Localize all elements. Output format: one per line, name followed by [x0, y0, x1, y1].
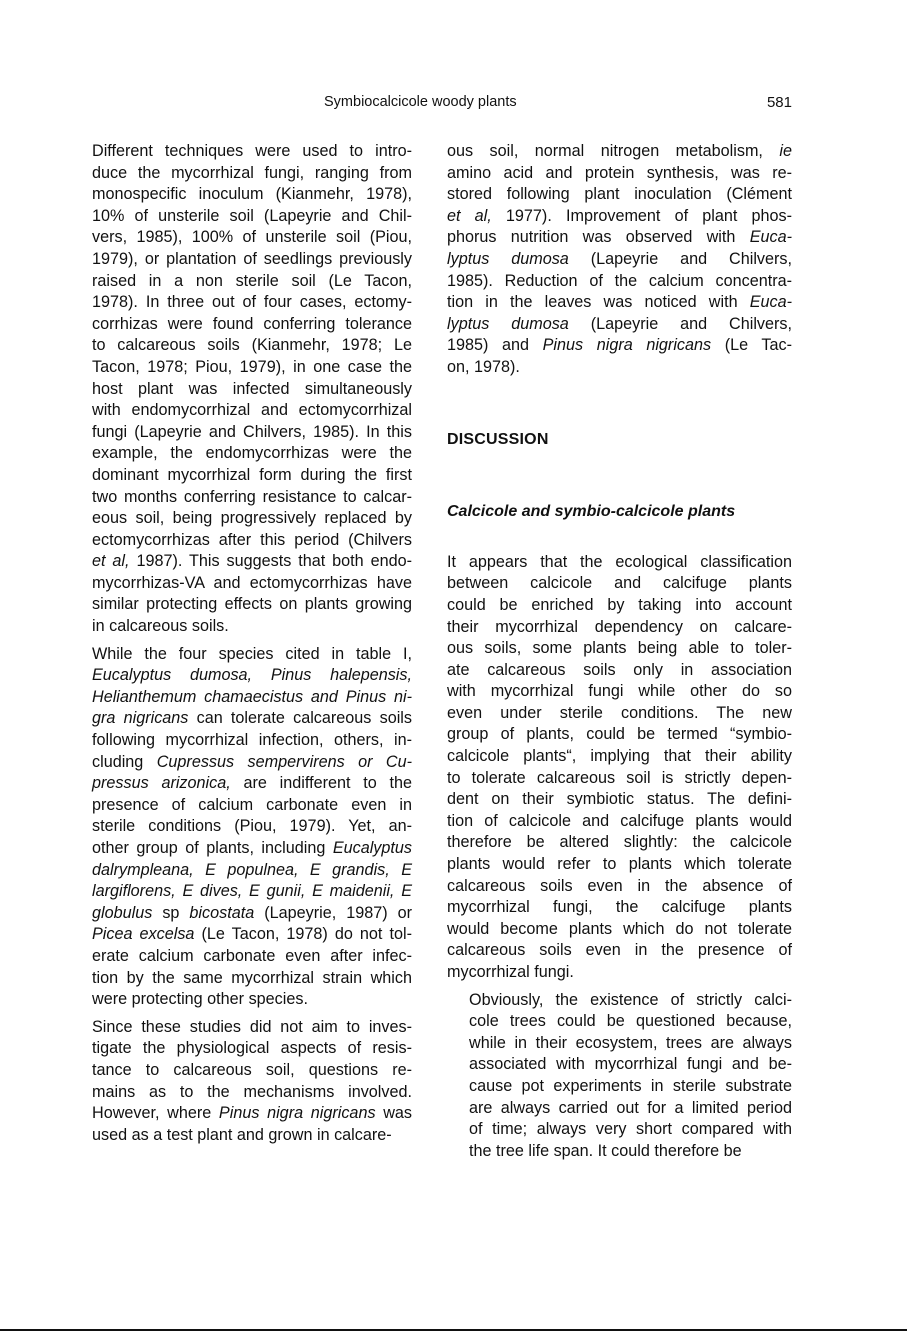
- text-line: 1985) and Pinus nigra nigricans (Le Tac-: [447, 336, 793, 355]
- text-line: mycorrhizal fungi, the calcifuge plants: [447, 898, 792, 917]
- text-line: of time; always very short compared with: [469, 1120, 792, 1139]
- paragraph-continuation: [447, 141, 792, 379]
- text-line: et al, 1987). This suggests that both endo-: [92, 552, 412, 571]
- text-line: in calcareous soils.: [92, 617, 229, 636]
- text-line: tion in the leaves was noticed with Euca-: [447, 293, 792, 312]
- text-line: to tolerate calcareous soil is strictly depen-: [447, 768, 792, 787]
- text-line: Obviously, the existence of strictly calci-: [469, 990, 792, 1009]
- section-heading-discussion: DISCUSSION: [447, 430, 549, 448]
- text-line: tigate the physiological aspects of resis-: [92, 1039, 412, 1058]
- text-line: plants would refer to plants which tolerate: [447, 855, 792, 874]
- text-line: Eucalyptus dumosa, Pinus halepensis,: [92, 666, 412, 685]
- text-line: duce the mycorrhizal fungi, ranging from: [92, 163, 412, 182]
- text-line: However, where Pinus nigra nigricans was: [92, 1104, 413, 1123]
- text-line: while in their ecosystem, trees are always: [469, 1033, 792, 1052]
- text-line: erate calcium carbonate even after infec-: [92, 946, 412, 965]
- text-line: ous soils, some plants being able to toler-: [447, 639, 792, 658]
- text-line: presence of calcium carbonate even in: [92, 795, 412, 814]
- text-line: phorus nutrition was observed with Euca-: [447, 228, 792, 247]
- text-line: vers, 1985), 100% of unsterile soil (Piou,: [92, 228, 412, 247]
- left-column: [70, 141, 412, 1146]
- text-line: 1979), or plantation of seedlings previously: [92, 249, 412, 268]
- text-line: used as a test plant and grown in calcare-: [92, 1125, 392, 1144]
- text-line: fungi (Lapeyrie and Chilvers, 1985). In this: [92, 422, 412, 441]
- text-line: Tacon, 1978; Piou, 1979), in one case the: [92, 357, 412, 376]
- text-line: calcareous soils even in the presence of: [447, 941, 792, 960]
- text-line: tance to calcareous soil, questions re-: [92, 1060, 412, 1079]
- subsection-heading: Calcicole and symbio-calcicole plants: [447, 503, 736, 521]
- text-line: calcareous soils even in the absence of: [447, 876, 792, 895]
- text-line: mycorrhizal fungi.: [447, 963, 574, 981]
- text-line: following mycorrhizal infection, others, in-: [92, 731, 412, 750]
- text-line: therefore be altered slightly: the calcicole: [447, 833, 792, 852]
- text-line: with mycorrhizal fungi while other do so: [447, 682, 792, 701]
- text-line: mycorrhizas-VA and ectomycorrhizas have: [92, 573, 412, 592]
- text-line: et al, 1977). Improvement of plant phos-: [447, 206, 792, 225]
- text-line: mains as to the mechanisms involved.: [92, 1082, 412, 1101]
- text-line: largiflorens, E dives, E gunii, E maidenii, E: [92, 882, 412, 901]
- text-line: Picea excelsa (Le Tacon, 1978) do not tol-: [92, 925, 412, 944]
- text-line: with endomycorrhizal and ectomycorrhizal: [92, 401, 412, 420]
- text-line: cluding Cupressus sempervirens or Cu-: [92, 752, 413, 771]
- text-line: lyptus dumosa (Lapeyrie and Chilvers,: [447, 249, 792, 268]
- paragraph-classification: [447, 552, 792, 984]
- text-line: cause pot experiments in sterile substrate: [469, 1076, 792, 1095]
- text-line: between calcicole and calcifuge plants: [447, 574, 792, 593]
- text-line: 1978). In three out of four cases, ectomy-: [92, 293, 412, 312]
- text-line: sterile conditions (Piou, 1979). Yet, an-: [92, 817, 412, 836]
- text-line: ate calcareous soils only in association: [447, 660, 792, 679]
- text-line: even under sterile conditions. The new: [447, 703, 792, 722]
- text-line: corrhizas were found conferring tolerance: [92, 314, 412, 333]
- text-line: ous soil, normal nitrogen metabolism, ie: [447, 142, 792, 160]
- text-line: host plant was infected simultaneously: [92, 379, 412, 398]
- text-line: were protecting other species.: [92, 990, 308, 1009]
- text-line: on, 1978).: [447, 357, 520, 376]
- text-line: example, the endomycorrhizas were the: [92, 444, 412, 463]
- page-number: 581: [766, 94, 792, 111]
- text-line: amino acid and protein synthesis, was re-: [447, 163, 792, 182]
- text-line: calcicole plants“, implying that their ability: [447, 747, 792, 766]
- text-line: dominant mycorrhizal form during the first: [92, 465, 412, 484]
- text-line: associated with mycorrhizal fungi and be-: [469, 1055, 792, 1074]
- text-line: 1985). Reduction of the calcium concentra-: [447, 271, 792, 290]
- text-line: tion of calcicole and calcifuge plants would: [447, 811, 792, 830]
- text-line: group of plants, could be termed “symbio-: [447, 725, 792, 744]
- text-line: could be enriched by taking into account: [447, 595, 792, 614]
- text-line: globulus sp bicostata (Lapeyrie, 1987) or: [92, 903, 412, 922]
- text-line: While the four species cited in table I,: [92, 644, 412, 663]
- paragraph-obviously: [447, 990, 792, 1163]
- text-line: Helianthemum chamaecistus and Pinus ni-: [92, 687, 412, 706]
- text-line: eous soil, being progressively replaced by: [92, 509, 412, 528]
- text-line: Different techniques were used to intro-: [92, 142, 412, 160]
- text-line: to calcareous soils (Kianmehr, 1978; Le: [92, 336, 412, 355]
- paragraph-species: [70, 644, 412, 1011]
- paragraph-studies: [70, 1017, 412, 1147]
- text-line: would become plants which do not tolerate: [447, 919, 792, 938]
- right-column: [447, 141, 792, 1162]
- text-line: other group of plants, including Eucalyptus: [92, 839, 412, 857]
- text-line: 10% of unsterile soil (Lapeyrie and Chil-: [92, 206, 412, 225]
- text-line: gra nigricans can tolerate calcareous soils: [92, 709, 412, 728]
- text-line: the tree life span. It could therefore be: [469, 1141, 742, 1160]
- text-line: It appears that the ecological classification: [447, 552, 792, 571]
- text-line: monospecific inoculum (Kianmehr, 1978),: [92, 185, 412, 204]
- text-line: raised in a non sterile soil (Le Tacon,: [92, 271, 412, 290]
- text-line: lyptus dumosa (Lapeyrie and Chilvers,: [447, 314, 792, 333]
- text-line: similar protecting effects on plants growing: [92, 595, 412, 614]
- text-line: their mycorrhizal dependency on calcare-: [447, 617, 792, 636]
- text-line: cole trees could be questioned because,: [469, 1012, 792, 1031]
- text-line: tion by the same mycorrhizal strain which: [92, 968, 412, 987]
- text-line: pressus arizonica, are indifferent to the: [92, 774, 412, 793]
- paragraph-techniques: [70, 141, 412, 638]
- text-line: Since these studies did not aim to inves-: [92, 1017, 412, 1036]
- running-head: Symbiocalcicole woody plants: [324, 94, 517, 110]
- text-line: are always carried out for a limited period: [469, 1098, 792, 1117]
- text-line: stored following plant inoculation (Clément: [447, 185, 792, 204]
- text-line: dent on their symbiotic status. The defini-: [447, 790, 792, 809]
- text-line: dalrympleana, E populnea, E grandis, E: [92, 860, 412, 879]
- text-line: ectomycorrhizas after this period (Chilvers: [92, 530, 412, 549]
- text-line: two months conferring resistance to calcar-: [92, 487, 412, 506]
